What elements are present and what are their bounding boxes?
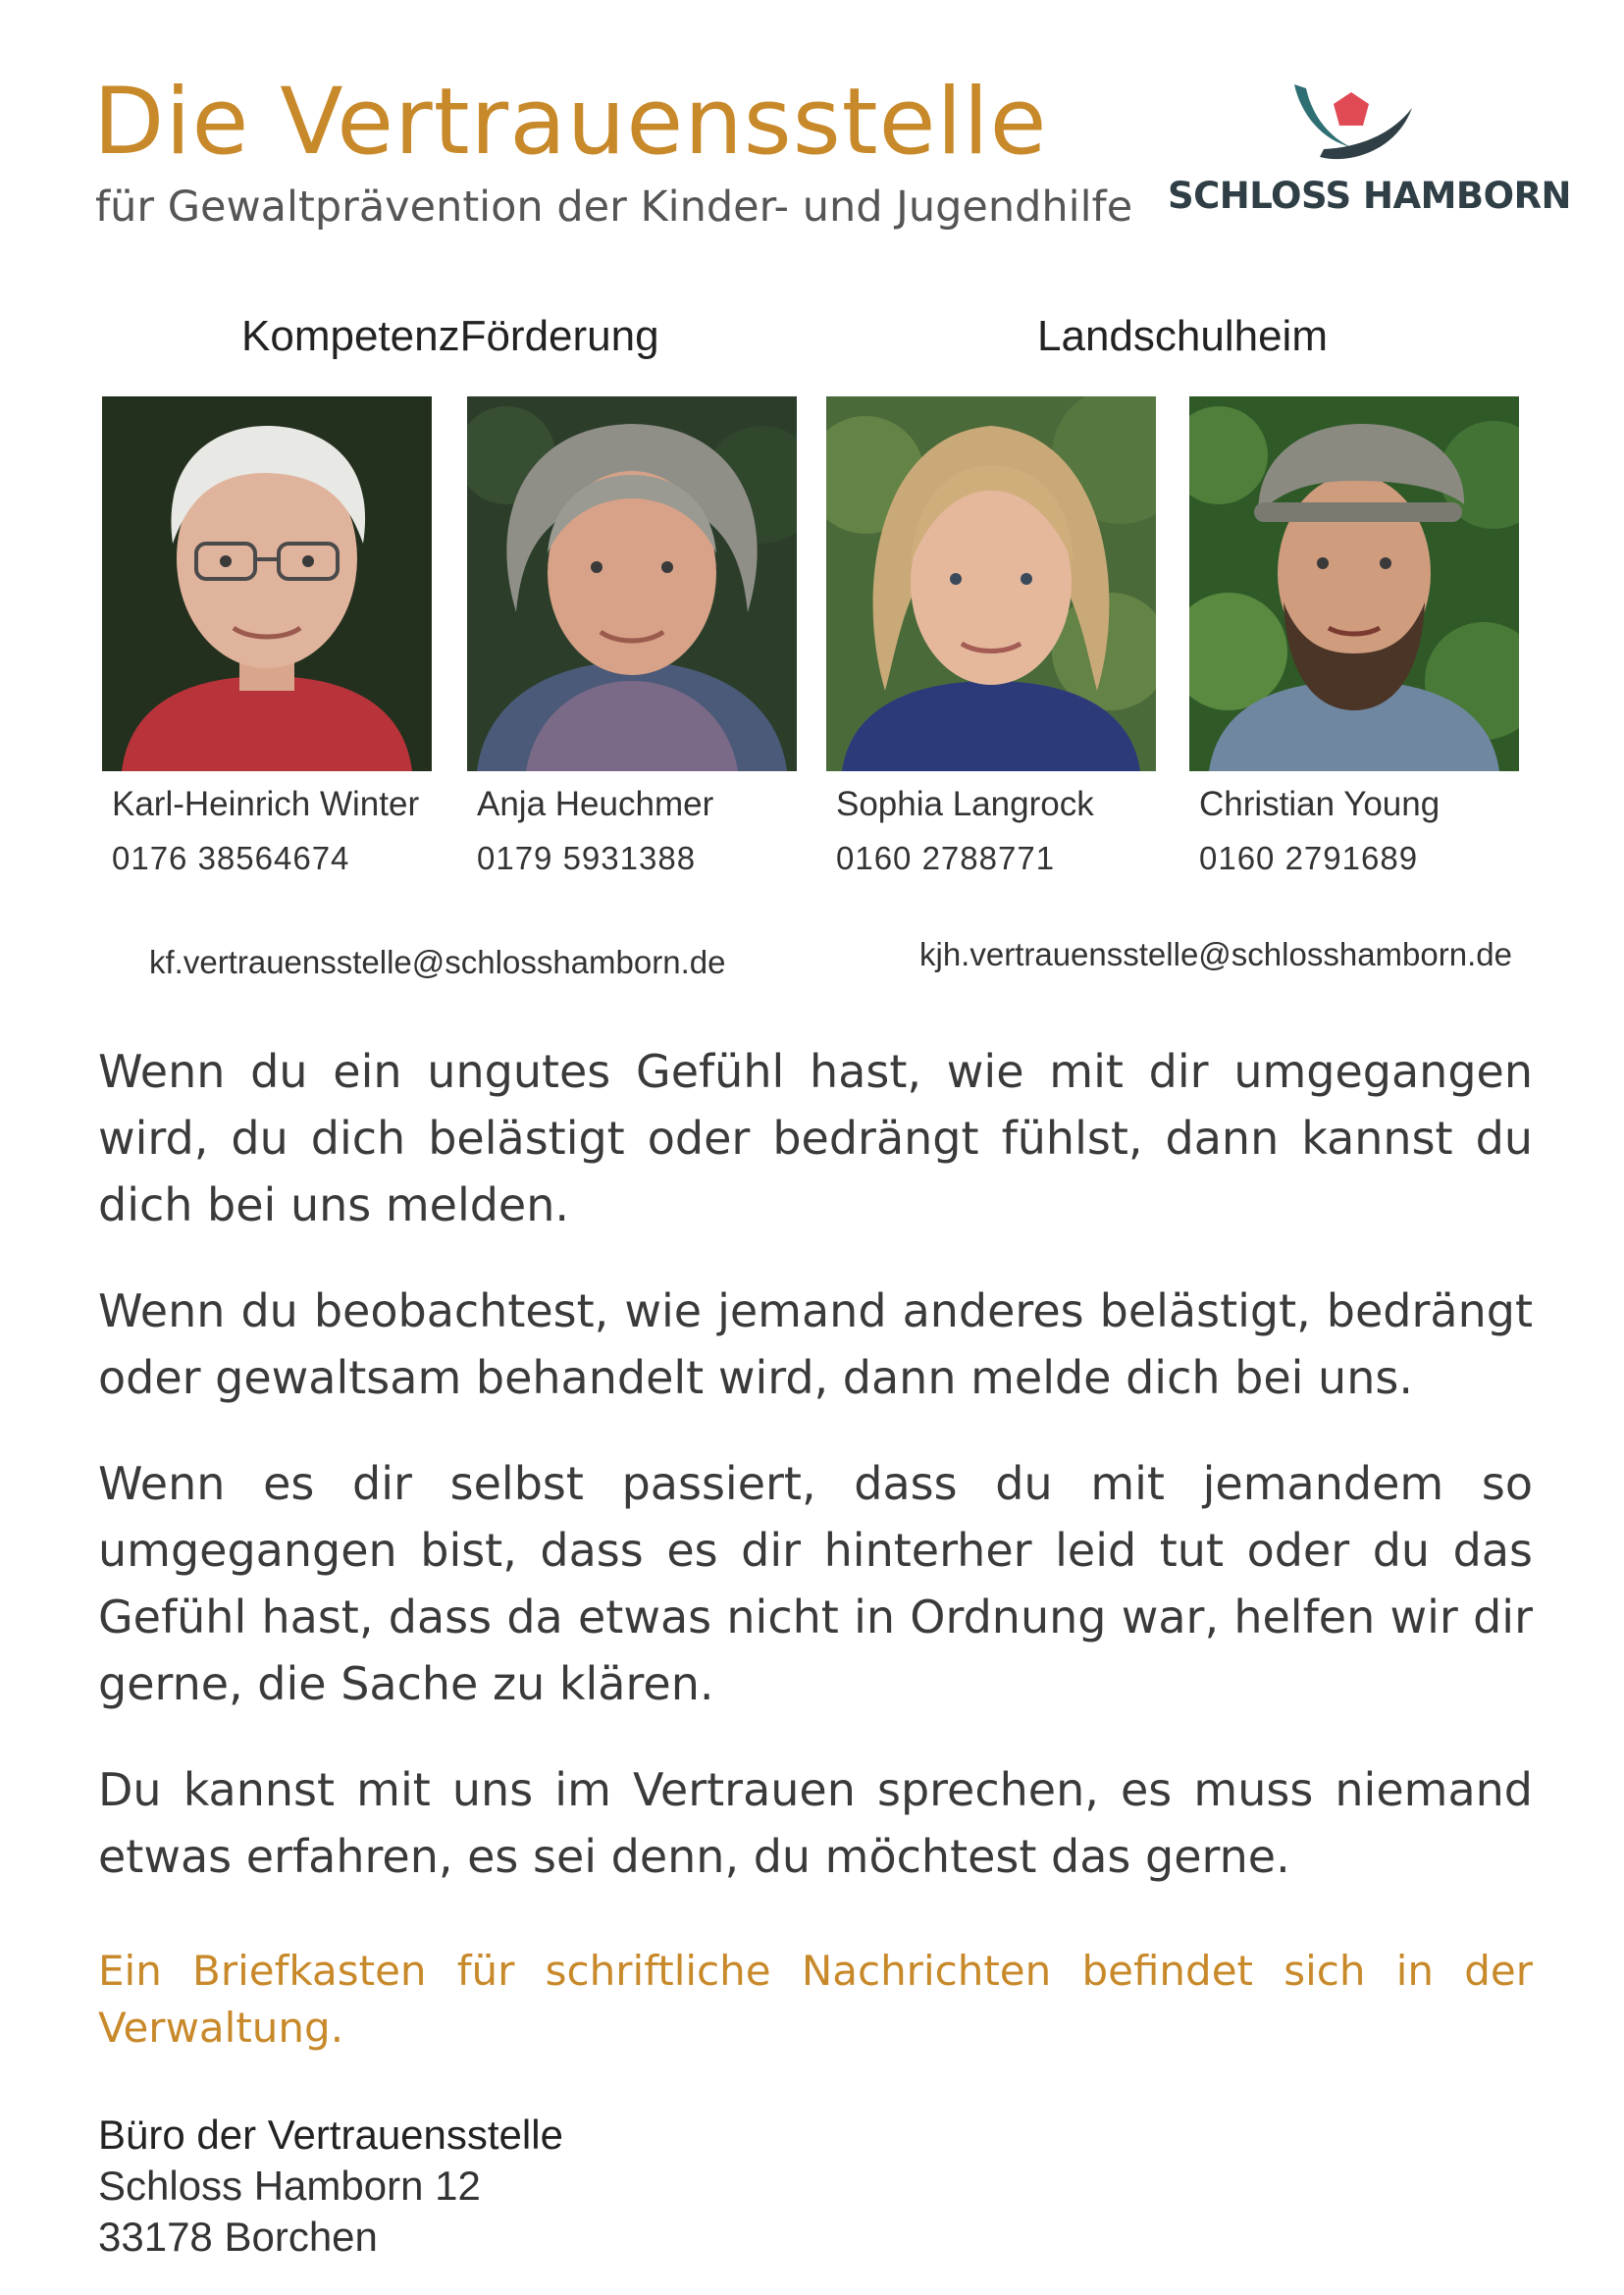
person-name: Karl-Heinrich Winter [112,785,420,823]
person-photo [826,396,1156,771]
person-card [102,396,432,877]
logo-mark-icon [1290,82,1418,161]
page-title: Die Vertrauensstelle [93,69,1048,176]
person-phone[interactable]: 0160 2791689 [1199,840,1419,876]
mailbox-notice: Ein Briefkasten für schriftliche Nachrichten befindet sich in der Verwaltung. [98,1947,1533,2052]
person-card [1189,396,1519,877]
group-title-kompetenzfoerderung: KompetenzFörderung [241,312,659,360]
body-paragraph: Wenn du ein ungutes Gefühl hast, wie mit dir umgegangen wird, du dich belästigt oder bedrängt fühlst, dann kannst du dich bei uns melden. [98,1045,1533,1231]
body-paragraph: Wenn es dir selbst passiert, dass du mit jemandem so umgegangen bist, dass es dir hinterher leid tut oder du das Gefühl hast, dass da etwas nicht in Ordnung war, helfen wir dir gerne, die Sache zu klären. [98,1457,1533,1710]
body-paragraph: Wenn du beobachtest, wie jemand anderes belästigt, bedrängt oder gewaltsam behandelt wird, dann melde dich bei uns. [98,1284,1533,1404]
schloss-hamborn-logo [1168,82,1572,230]
address-title: Büro der Vertrauensstelle [98,2112,563,2158]
person-photo [102,396,432,771]
person-card [467,396,797,877]
address-city: 33178 Borchen [98,2214,378,2260]
logo-text: SCHLOSS HAMBORN [1168,175,1572,217]
person-phone[interactable]: 0176 38564674 [112,840,350,876]
person-photo [467,396,797,771]
person-name: Anja Heuchmer [477,785,714,823]
person-name: Sophia Langrock [836,785,1094,823]
person-phone[interactable]: 0179 5931388 [477,840,697,876]
page-subtitle: für Gewaltprävention der Kinder- und Jugendhilfe [95,183,1133,232]
person-phone[interactable]: 0160 2788771 [836,840,1056,876]
person-name: Christian Young [1199,785,1441,823]
email-kompetenzfoerderung[interactable]: kf.vertrauensstelle@schlosshamborn.de [149,944,726,980]
group-title-landschulheim: Landschulheim [1037,312,1328,360]
address-street: Schloss Hamborn 12 [98,2163,481,2209]
office-address [98,2110,563,2263]
person-card [826,396,1156,877]
person-photo [1189,396,1519,771]
email-landschulheim[interactable]: kjh.vertrauensstelle@schlosshamborn.de [919,936,1512,972]
body-paragraph: Du kannst mit uns im Vertrauen sprechen, es muss niemand etwas erfahren, es sei denn, du möchtest das gerne. [98,1763,1533,1883]
